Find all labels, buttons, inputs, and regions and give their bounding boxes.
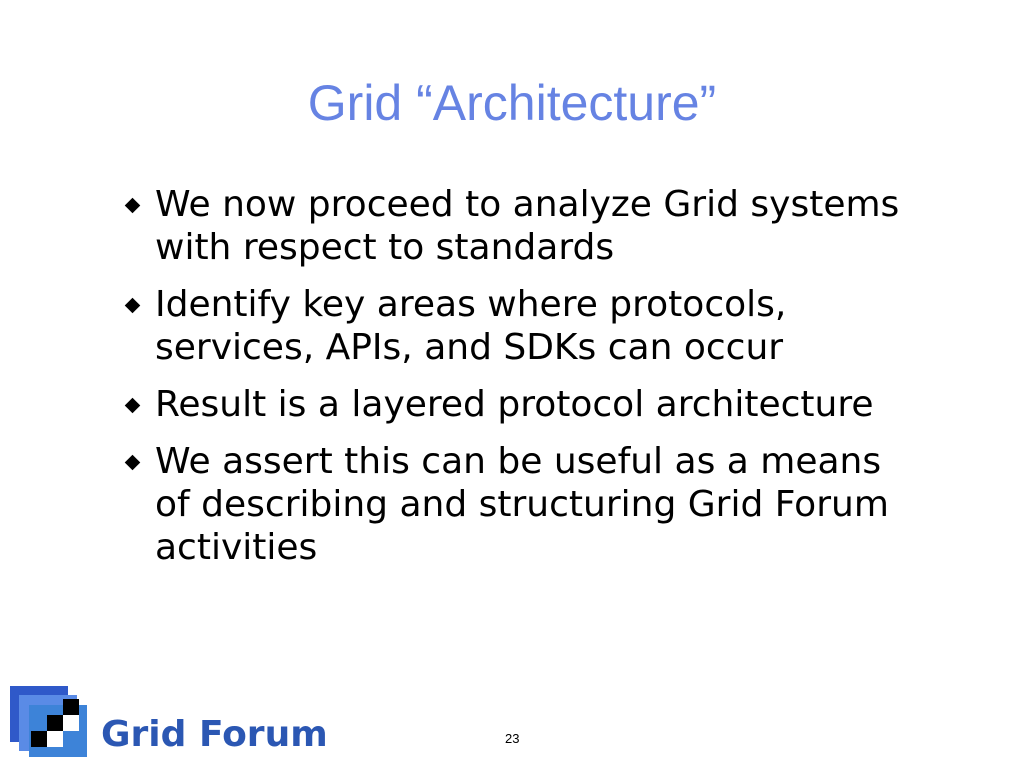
- diamond-bullet-icon: [125, 298, 139, 312]
- page-number: 23: [505, 731, 520, 746]
- diamond-bullet-icon: [125, 198, 139, 212]
- bullet-text: We now proceed to analyze Grid systems with respect to standards: [155, 184, 900, 268]
- bullet-text: Result is a layered protocol architecture: [155, 384, 874, 425]
- slide-title: Grid “Architecture”: [307, 75, 717, 131]
- bullet-list: [122, 183, 912, 583]
- bullet-item: [122, 283, 912, 369]
- bullet-text: We assert this can be useful as a means of describing and structuring Grid Forum activities: [155, 441, 889, 568]
- bullet-text: Identify key areas where protocols, services, APIs, and SDKs can occur: [155, 284, 787, 368]
- grid-forum-logo: [9, 685, 329, 757]
- grid-forum-logo-icon: [9, 685, 89, 757]
- diamond-bullet-icon: [125, 455, 139, 469]
- bullet-item: [122, 440, 912, 569]
- bullet-item: [122, 383, 912, 426]
- logo-text: Grid Forum: [101, 714, 328, 755]
- bullet-item: [122, 183, 912, 269]
- diamond-bullet-icon: [125, 398, 139, 412]
